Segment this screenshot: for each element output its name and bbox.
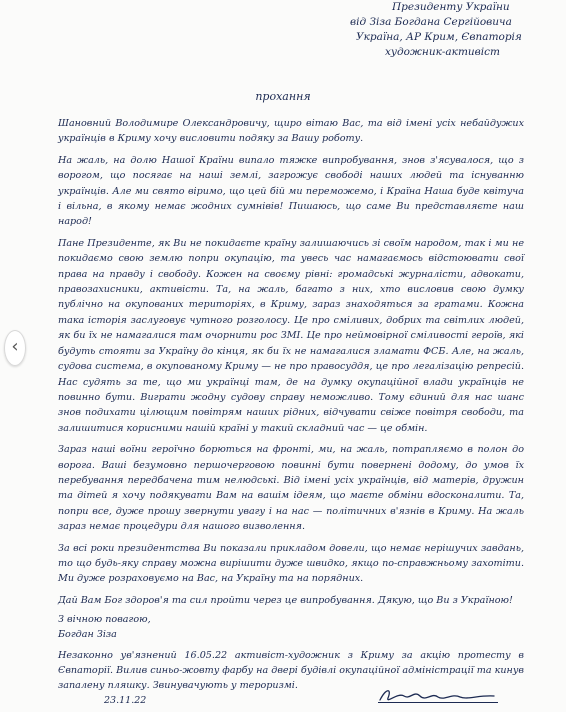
- sender-name: Богдан Зіза: [58, 629, 117, 640]
- letter-title: прохання: [255, 90, 311, 103]
- letter-closing: [58, 612, 524, 693]
- paragraph: Дай Вам Бог здоров'я та сил пройти через це випробування. Дякую, що Ви з Україною!: [58, 594, 513, 606]
- signature: [378, 686, 498, 706]
- sender-line: від Зіза Богдана Сергійовича: [350, 16, 512, 28]
- regards-text: З вічною повагою,: [58, 614, 151, 625]
- letter-body: [58, 116, 524, 614]
- paragraph: На жаль, на долю Нашої Країни випало тяжке випробування, знов з'ясувалося, що з ворогом, що посягає на наші землі, загрожує свободі наших людей та існуванню українців. Але ми свято віримо, що цей бій ми переможемо, і Країна Наша буде квітуча і вільна, в якому немає жодних сумнівів! Пишаюсь, що саме Ви представляєте наш народ!: [58, 154, 524, 228]
- paragraph: Пане Президенте, як Ви не покидаєте країну залишаючись зі своїм народом, так і ми не покидаємо свою землю попри окупацію, та увесь час намагаємось відстоювати свої права на правду і свободу. Кожен на своєму рівні: громадські журналісти, адвокати, правозахисники, активісти. Та, на жаль, багато з них, хто висловив свою думку публічно на окупованих територіях, в Криму, зараз знаходяться за гратами. Кожна така історія заслуговує чутного розголосу. Це про сміливих, добрих та світлих людей, як би їх не намагалися там очорнити рос ЗМІ. Це про неймовірної сміливості героїв, які будуть стояти за Україну до кінця, як би їх не намагалися зламати ФСБ. Але, на жаль, судова система, в окупованому Криму — не про правосуддя, це про легалізацію репресій. Нас судять за те, що ми українці там, де на думку окупаційної влади українців не повинно бути. Виграти жодну судову справу неможливо. Тому єдиний для нас шанс знов подихати цілющим повітрям наших рідних, відчувати свіже повітря свободи, та залишитися корисними нашій країні у такий складний час — це обмін.: [58, 237, 524, 434]
- occupation-line: художник-активіст: [385, 46, 500, 58]
- letter-header: [350, 0, 560, 60]
- location-line: Україна, АР Крим, Євпаторія: [356, 31, 522, 43]
- paragraph: За всі роки президентства Ви показали прикладом довели, що немає нерішучих завдань, то що будь-яку справу можна вирішити дуже швидко, якщо по-справжньому захотіти. Ми дуже розраховуємо на Вас, на Україну та на порядних.: [58, 542, 524, 585]
- previous-arrow-icon[interactable]: ‹: [4, 330, 26, 366]
- sender-note: Незаконно ув'язнений 16.05.22 активіст-художник з Криму за акцію протесту в Євпаторії. Вилив синьо-жовту фарбу на двері будівлі окупаційної адміністрації та кинув запалену пляшку. Звинувачують у тероризмі.: [58, 650, 525, 691]
- addressee-line: Президенту України: [392, 1, 510, 13]
- signature-underline: [378, 702, 498, 703]
- paragraph: Зараз наші воїни героїчно борються на фронті, ми, на жаль, потрапляємо в полон до ворога. Ваші безумовно першочерговою повинні бути повернені додому, до умов їх перебування передбачена тим нелюдські. Від імені усіх українців, від матерів, дружин та дітей я хочу подякувати Вам на вашім ідеям, що маєте обміни вдосконалити. Та, попри все, дуже прошу звернути увагу і на нас — політичних в'язнів в Криму. На жаль зараз немає процедури для нашого визволення.: [58, 444, 524, 533]
- paragraph: Шановний Володимире Олександровичу, щиро вітаю Вас, та від імені усіх небайдужих українців в Криму хочу висловити подяку за Вашу роботу.: [58, 118, 524, 145]
- letter-date: 23.11.22: [104, 695, 147, 706]
